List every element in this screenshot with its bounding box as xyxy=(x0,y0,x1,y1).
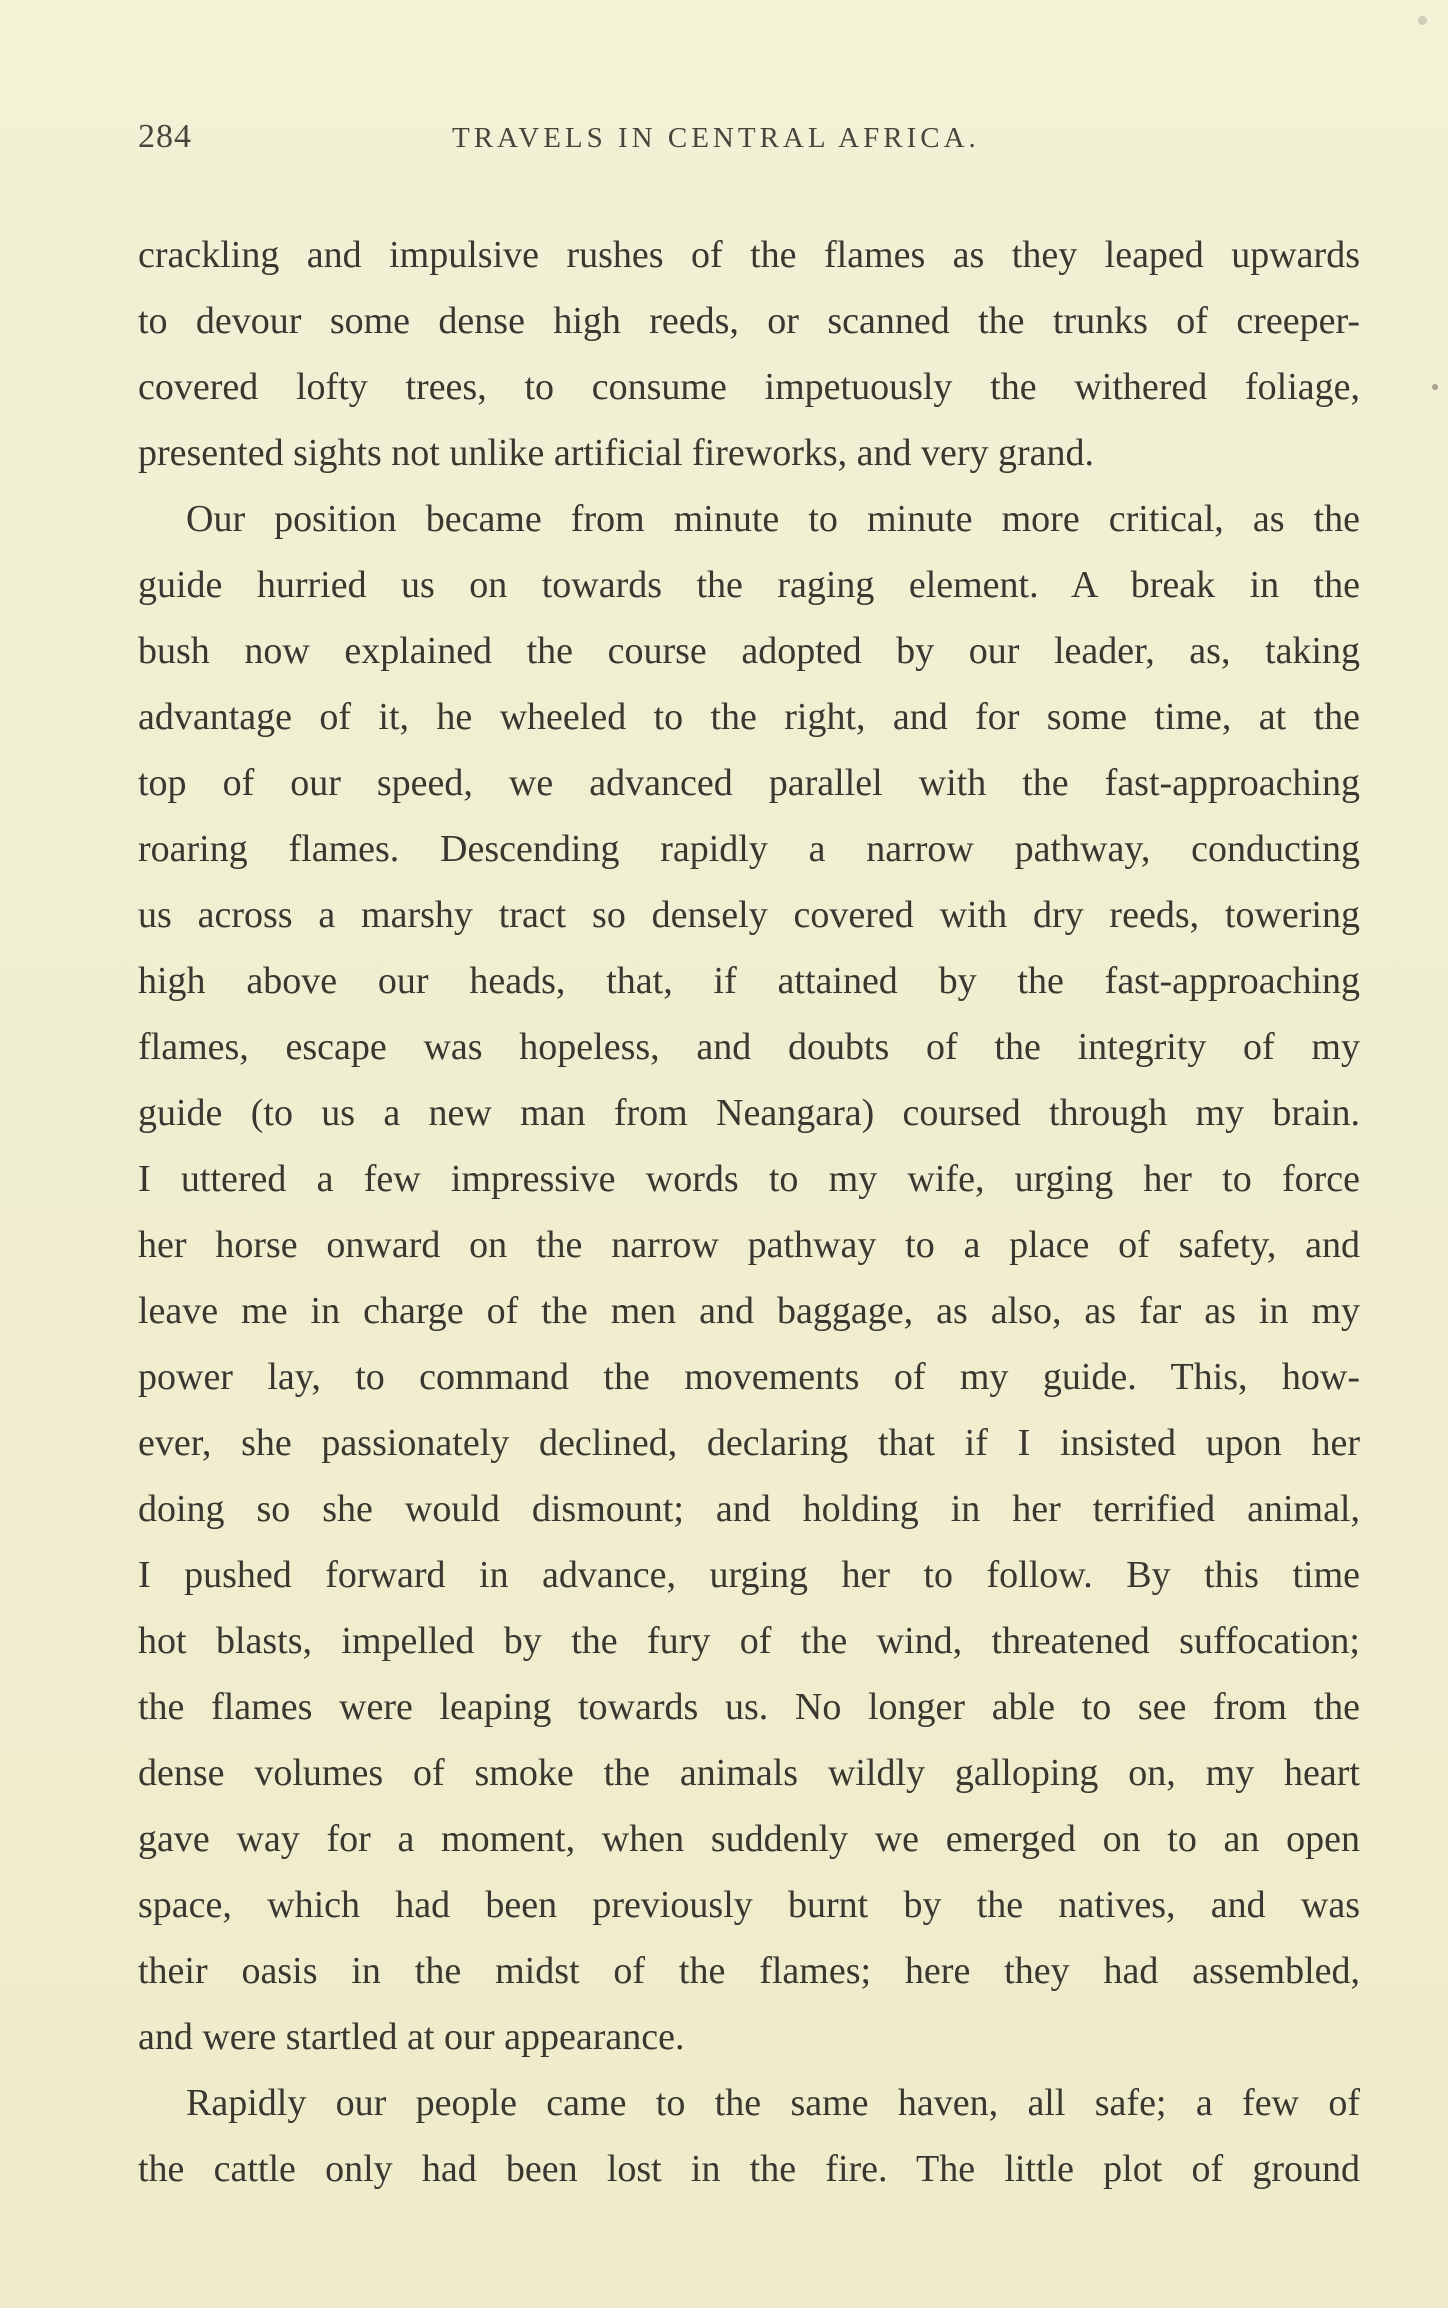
paragraph-start-line: Our position became from minute to minute more critical, as the xyxy=(186,498,1360,540)
text-line: space, which had been previously burnt by the natives, and was xyxy=(138,1884,1360,1926)
text-line: guide hurried us on towards the raging element. A break in the xyxy=(138,564,1360,606)
text-line: hot blasts, impelled by the fury of the wind, threatened suffocation; xyxy=(138,1620,1360,1662)
paragraph-start-line: Rapidly our people came to the same haven, all safe; a few of xyxy=(186,2082,1360,2124)
text-line: high above our heads, that, if attained by the fast-approaching xyxy=(138,960,1360,1002)
text-line: guide (to us a new man from Neangara) coursed through my brain. xyxy=(138,1092,1360,1134)
text-line: the cattle only had been lost in the fire. The little plot of ground xyxy=(138,2148,1360,2190)
text-line: their oasis in the midst of the flames; here they had assembled, xyxy=(138,1950,1360,1992)
text-line: bush now explained the course adopted by our leader, as, taking xyxy=(138,630,1360,672)
text-line: leave me in charge of the men and baggage, as also, as far as in my xyxy=(138,1290,1360,1332)
text-line: dense volumes of smoke the animals wildly galloping on, my heart xyxy=(138,1752,1360,1794)
text-line: to devour some dense high reeds, or scanned the trunks of creeper- xyxy=(138,300,1360,342)
text-line: flames, escape was hopeless, and doubts of the integrity of my xyxy=(138,1026,1360,1068)
text-line: doing so she would dismount; and holding in her terrified animal, xyxy=(138,1488,1360,1530)
page-number: 284 xyxy=(138,118,192,155)
text-line: us across a marshy tract so densely covered with dry reeds, towering xyxy=(138,894,1360,936)
text-line: top of our speed, we advanced parallel with the fast-approaching xyxy=(138,762,1360,804)
text-line: power lay, to command the movements of my guide. This, how- xyxy=(138,1356,1360,1398)
running-head: TRAVELS IN CENTRAL AFRICA. xyxy=(452,122,980,154)
paper-speck xyxy=(1432,384,1438,390)
text-line: gave way for a moment, when suddenly we emerged on to an open xyxy=(138,1818,1360,1860)
text-line: I uttered a few impressive words to my wife, urging her to force xyxy=(138,1158,1360,1200)
text-line: crackling and impulsive rushes of the flames as they leaped upwards xyxy=(138,234,1360,276)
text-line: roaring flames. Descending rapidly a narrow pathway, conducting xyxy=(138,828,1360,870)
text-line: presented sights not unlike artificial fireworks, and very grand. xyxy=(138,432,1095,474)
text-line: ever, she passionately declined, declaring that if I insisted upon her xyxy=(138,1422,1360,1464)
text-line: advantage of it, he wheeled to the right, and for some time, at the xyxy=(138,696,1360,738)
text-line: the flames were leaping towards us. No longer able to see from the xyxy=(138,1686,1360,1728)
text-line: I pushed forward in advance, urging her to follow. By this time xyxy=(138,1554,1360,1596)
text-line: her horse onward on the narrow pathway to a place of safety, and xyxy=(138,1224,1360,1266)
page-header xyxy=(138,118,1360,168)
text-line: covered lofty trees, to consume impetuously the withered foliage, xyxy=(138,366,1360,408)
text-line: and were startled at our appearance. xyxy=(138,2016,685,2058)
paper-speck xyxy=(1418,16,1427,25)
body-text xyxy=(138,222,1360,2202)
